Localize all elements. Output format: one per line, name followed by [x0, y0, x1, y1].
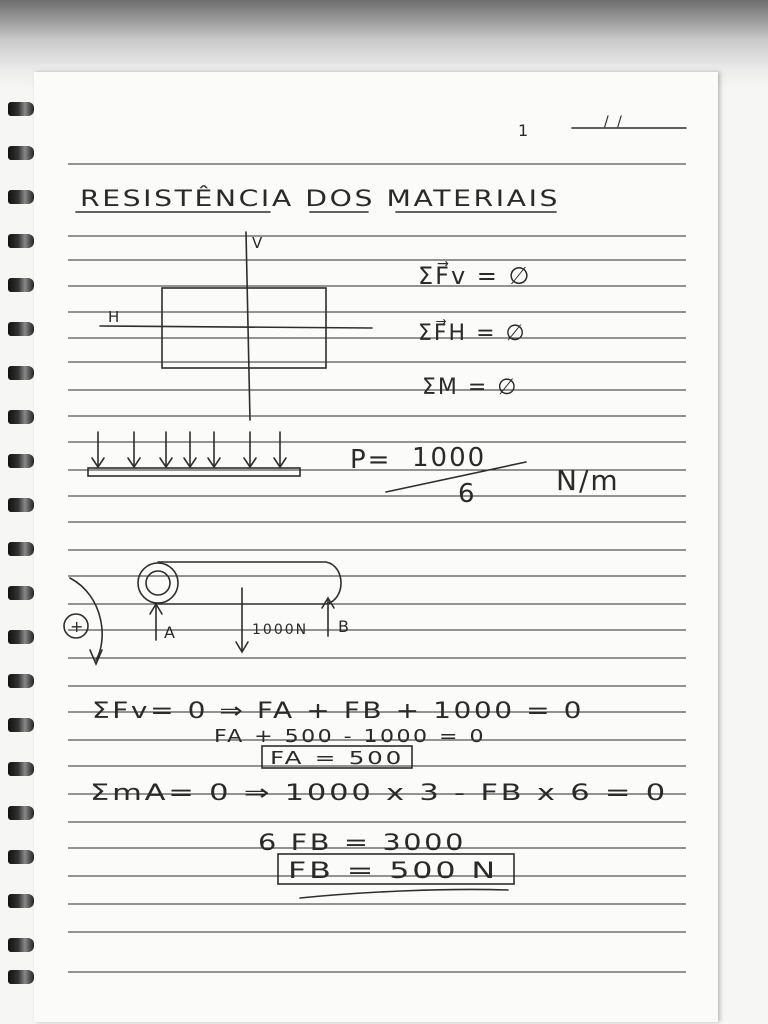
- equation-fa-substitution: FA + 500 - 1000 = 0: [214, 726, 486, 747]
- equation-sum-fh: ΣF⃗H = ∅: [418, 321, 527, 346]
- date-marks: / /: [604, 114, 624, 130]
- load-p-label: P=: [350, 445, 392, 475]
- result-fb: FB = 500 N: [288, 859, 498, 884]
- sign-convention: +: [70, 617, 86, 636]
- load-label: 1000N: [252, 622, 309, 638]
- axis-v-label: V: [252, 234, 265, 252]
- result-underline: [300, 889, 508, 898]
- support-a-label: A: [164, 623, 177, 642]
- page-title: RESISTÊNCIA DOS MATERIAIS: [80, 187, 454, 212]
- load-p-numerator: 1000: [412, 443, 487, 473]
- axis-h-label: H: [108, 308, 122, 326]
- load-p-denominator: 6: [458, 479, 477, 509]
- support-b-label: B: [338, 617, 351, 636]
- horizontal-axis: [100, 326, 372, 328]
- loaded-beam: [88, 468, 300, 476]
- beam-end-outer: [138, 563, 178, 603]
- result-fa: FA = 500: [270, 748, 404, 769]
- equation-sum-moment-a: ΣmA= 0 ⇒ 1000 x 3 - FB x 6 = 0: [90, 781, 668, 806]
- distributed-load-arrows: [92, 432, 286, 467]
- beam-end-inner: [146, 571, 170, 595]
- load-unit: N/m: [556, 464, 620, 497]
- beam-body: [158, 562, 341, 604]
- corner-mark: 1: [518, 121, 531, 140]
- equation-sum-fv-expanded: ΣFv= 0 ⇒ FA + FB + 1000 = 0: [92, 699, 584, 724]
- equation-6fb: 6 FB = 3000: [258, 831, 466, 856]
- equation-sum-fv: ΣF⃗v = ∅: [418, 262, 532, 290]
- equation-sum-m: ΣM = ∅: [422, 375, 519, 400]
